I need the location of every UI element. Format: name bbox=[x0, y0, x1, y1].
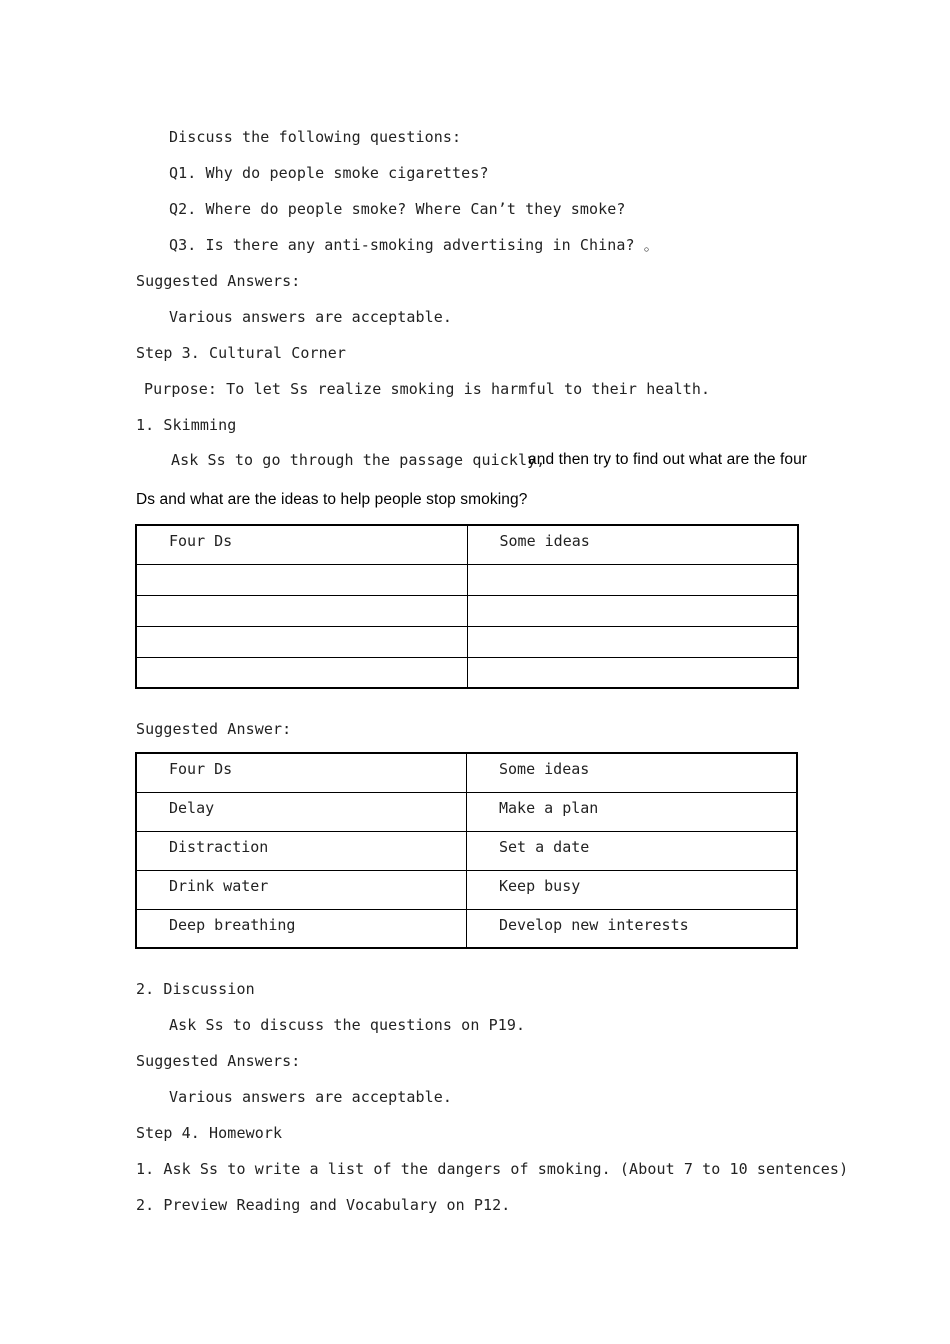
question-3: Q3. Is there any anti-smoking advertising in China? 。 bbox=[169, 236, 659, 254]
four-ds-cell: Drink water bbox=[136, 870, 467, 909]
discussion-heading: 2. Discussion bbox=[136, 980, 255, 998]
four-ds-cell: Distraction bbox=[136, 831, 467, 870]
answer-four-ds-table bbox=[135, 752, 798, 949]
table-row bbox=[136, 595, 798, 626]
skimming-instruction-part2: and then try to find out what are the four bbox=[528, 451, 808, 468]
empty-cell bbox=[467, 564, 798, 595]
empty-cell bbox=[136, 595, 467, 626]
table-row bbox=[136, 626, 798, 657]
empty-cell bbox=[136, 657, 467, 688]
table-row bbox=[136, 657, 798, 688]
empty-cell bbox=[136, 626, 467, 657]
header-four-ds: Four Ds bbox=[136, 753, 467, 792]
four-ds-cell: Deep breathing bbox=[136, 909, 467, 948]
empty-cell bbox=[467, 626, 798, 657]
table-row bbox=[136, 909, 797, 948]
purpose-text: Purpose: To let Ss realize smoking is harmful to their health. bbox=[144, 380, 711, 398]
skimming-instruction-part3: Ds and what are the ideas to help people stop smoking? bbox=[136, 491, 528, 508]
table-header-row bbox=[136, 525, 798, 564]
header-some-ideas: Some ideas bbox=[467, 525, 798, 564]
question-2: Q2. Where do people smoke? Where Can’t they smoke? bbox=[169, 200, 626, 218]
question-1: Q1. Why do people smoke cigarettes? bbox=[169, 164, 489, 182]
four-ds-cell: Delay bbox=[136, 792, 467, 831]
skimming-heading: 1. Skimming bbox=[136, 416, 237, 434]
homework-item-1: 1. Ask Ss to write a list of the dangers of smoking. (About 7 to 10 sentences) bbox=[136, 1160, 849, 1178]
table-row bbox=[136, 870, 797, 909]
blank-four-ds-table bbox=[135, 524, 799, 689]
table-row bbox=[136, 564, 798, 595]
empty-cell bbox=[467, 595, 798, 626]
table-row bbox=[136, 831, 797, 870]
skimming-instruction-part1: Ask Ss to go through the passage quickly, bbox=[171, 451, 546, 469]
step-4-heading: Step 4. Homework bbox=[136, 1124, 283, 1142]
idea-cell: Develop new interests bbox=[467, 909, 798, 948]
suggested-answers-heading: Suggested Answers: bbox=[136, 1052, 301, 1070]
discussion-instruction: Ask Ss to discuss the questions on P19. bbox=[169, 1016, 526, 1034]
answer-text: Various answers are acceptable. bbox=[169, 1088, 453, 1106]
header-some-ideas: Some ideas bbox=[467, 753, 798, 792]
header-four-ds: Four Ds bbox=[136, 525, 467, 564]
idea-cell: Keep busy bbox=[467, 870, 798, 909]
idea-cell: Set a date bbox=[467, 831, 798, 870]
homework-item-2: 2. Preview Reading and Vocabulary on P12. bbox=[136, 1196, 511, 1214]
suggested-answer-heading: Suggested Answer: bbox=[136, 720, 292, 738]
discuss-instruction: Discuss the following questions: bbox=[169, 128, 462, 146]
empty-cell bbox=[467, 657, 798, 688]
suggested-answers-heading: Suggested Answers: bbox=[136, 272, 301, 290]
step-3-heading: Step 3. Cultural Corner bbox=[136, 344, 347, 362]
empty-cell bbox=[136, 564, 467, 595]
table-row bbox=[136, 792, 797, 831]
table-header-row bbox=[136, 753, 797, 792]
idea-cell: Make a plan bbox=[467, 792, 798, 831]
answer-text: Various answers are acceptable. bbox=[169, 308, 453, 326]
